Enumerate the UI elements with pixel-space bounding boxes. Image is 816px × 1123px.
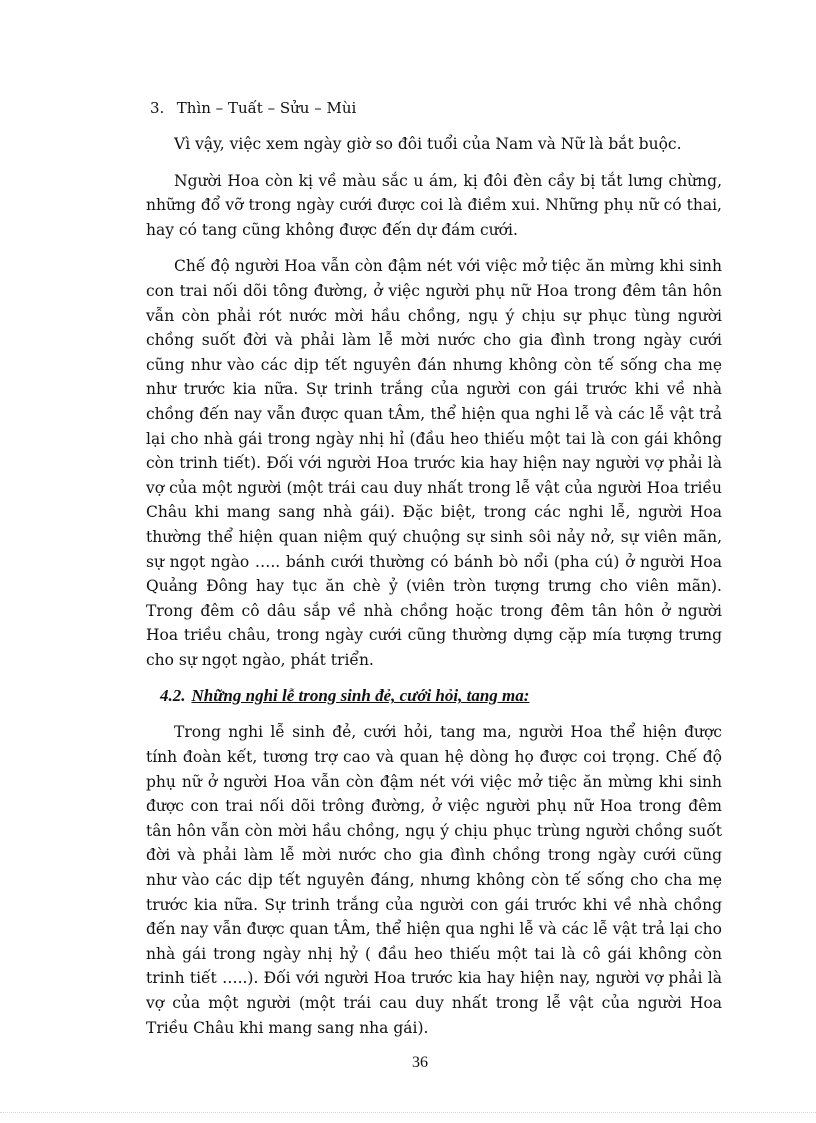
- paragraph-taboos: Người Hoa còn kị về màu sắc u ám, kị đôi đèn cầy bị tắt lưng chừng, những đổ vỡ trong ngày cưới được coi là điềm xui. Những phụ nữ có thai, hay có tang cũng không được đến dự đám cưới.: [146, 171, 722, 239]
- list-item: [150, 96, 722, 120]
- page-number: 36: [412, 1054, 428, 1071]
- section-number: 4.2.: [160, 686, 186, 706]
- paragraph-conclusion: Vì vậy, việc xem ngày giờ so đôi tuổi của Nam và Nữ là bắt buộc.: [174, 135, 682, 153]
- section-title: Những nghi lễ trong sinh đẻ, cưới hỏi, tang ma:: [191, 686, 530, 706]
- list-item-text: Thìn – Tuất – Sửu – Mùi: [176, 99, 357, 117]
- paragraph-customs: Chế độ người Hoa vẫn còn đậm nét với việc mở tiệc ăn mừng khi sinh con trai nối dõi tông đường, ở việc người phụ nữ Hoa trong đêm tân hôn vẫn còn phải rót nước mời hầu chồng, ngụ ý chịu sự phục tùng người chồng suốt đời và phải làm lễ mời nước cho gia đình trong ngày cưới cũng như vào các dịp tết nguyên đán nhưng không còn tế sống cha mẹ như trước kia nữa. Sự trinh trắng của người con gái trước khi về nhà chồng đến nay vẫn được quan tÂm, thể hiện qua nghi lễ và các lễ vật trả lại cho nhà gái trong ngày nhị hỉ (đầu heo thiếu một tai là con gái không còn trinh tiết). Đối với người Hoa trước kia hay hiện nay người vợ phải là vợ của một người (một trái cau duy nhất trong lễ vật của người Hoa triều Châu khi mang sang nhà gái). Đặc biệt, trong các nghi lễ, người Hoa thường thể hiện quan niệm quý chuộng sự sinh sôi nảy nở, sự viên mãn, sự ngọt ngào ….. bánh cưới thường có bánh bò nổi (pha cú) ở người Hoa Quảng Đông hay tục ăn chè ỷ (viên tròn tượng trưng cho viên mãn). Trong đêm cô dâu sắp về nhà chồng hoặc trong đêm tân hôn ở người Hoa triều châu, trong ngày cưới cũng thường dựng cặp mía tượng trưng cho sự ngọt ngào, phát triển.: [146, 257, 722, 669]
- page-bottom-divider: [0, 1112, 816, 1113]
- paragraph-rituals: Trong nghi lễ sinh đẻ, cưới hỏi, tang ma, người Hoa thể hiện được tính đoàn kết, tương trợ cao và quan hệ dòng họ được coi trọng. Chế độ phụ nữ ở người Hoa vẫn còn đậm nét với việc mở tiệc ăn mừng khi sinh được con trai nối dõi trông đường, ở việc người phụ nữ Hoa trong đêm tân hôn vẫn còn mời hầu chồng, ngụ ý chịu phục trùng người chồng suốt đời và phải làm lễ mời nước cho gia đình chồng trong ngày cưới cũng như vào các dịp tết nguyên đáng, nhưng không còn tế sống cho cha mẹ trước kia nữa. Sự trinh trắng của người con gái trước khi về nhà chồng đến nay vẫn được quan tÂm, thể hiện qua nghi lễ và các lễ vật trả lại cho nhà gái trong ngày nhị hỷ ( đầu heo thiếu một tai là cô gái không còn trinh tiết …..). Đối với người Hoa trước kia hay hiện nay, người vợ phải là vợ của một người (một trái cau duy nhất trong lễ vật của người Hoa Triều Châu khi mang sang nha gái).: [146, 723, 722, 1037]
- list-item-number: 3.: [150, 99, 165, 117]
- document-page: [146, 96, 722, 1052]
- section-heading: [160, 684, 722, 708]
